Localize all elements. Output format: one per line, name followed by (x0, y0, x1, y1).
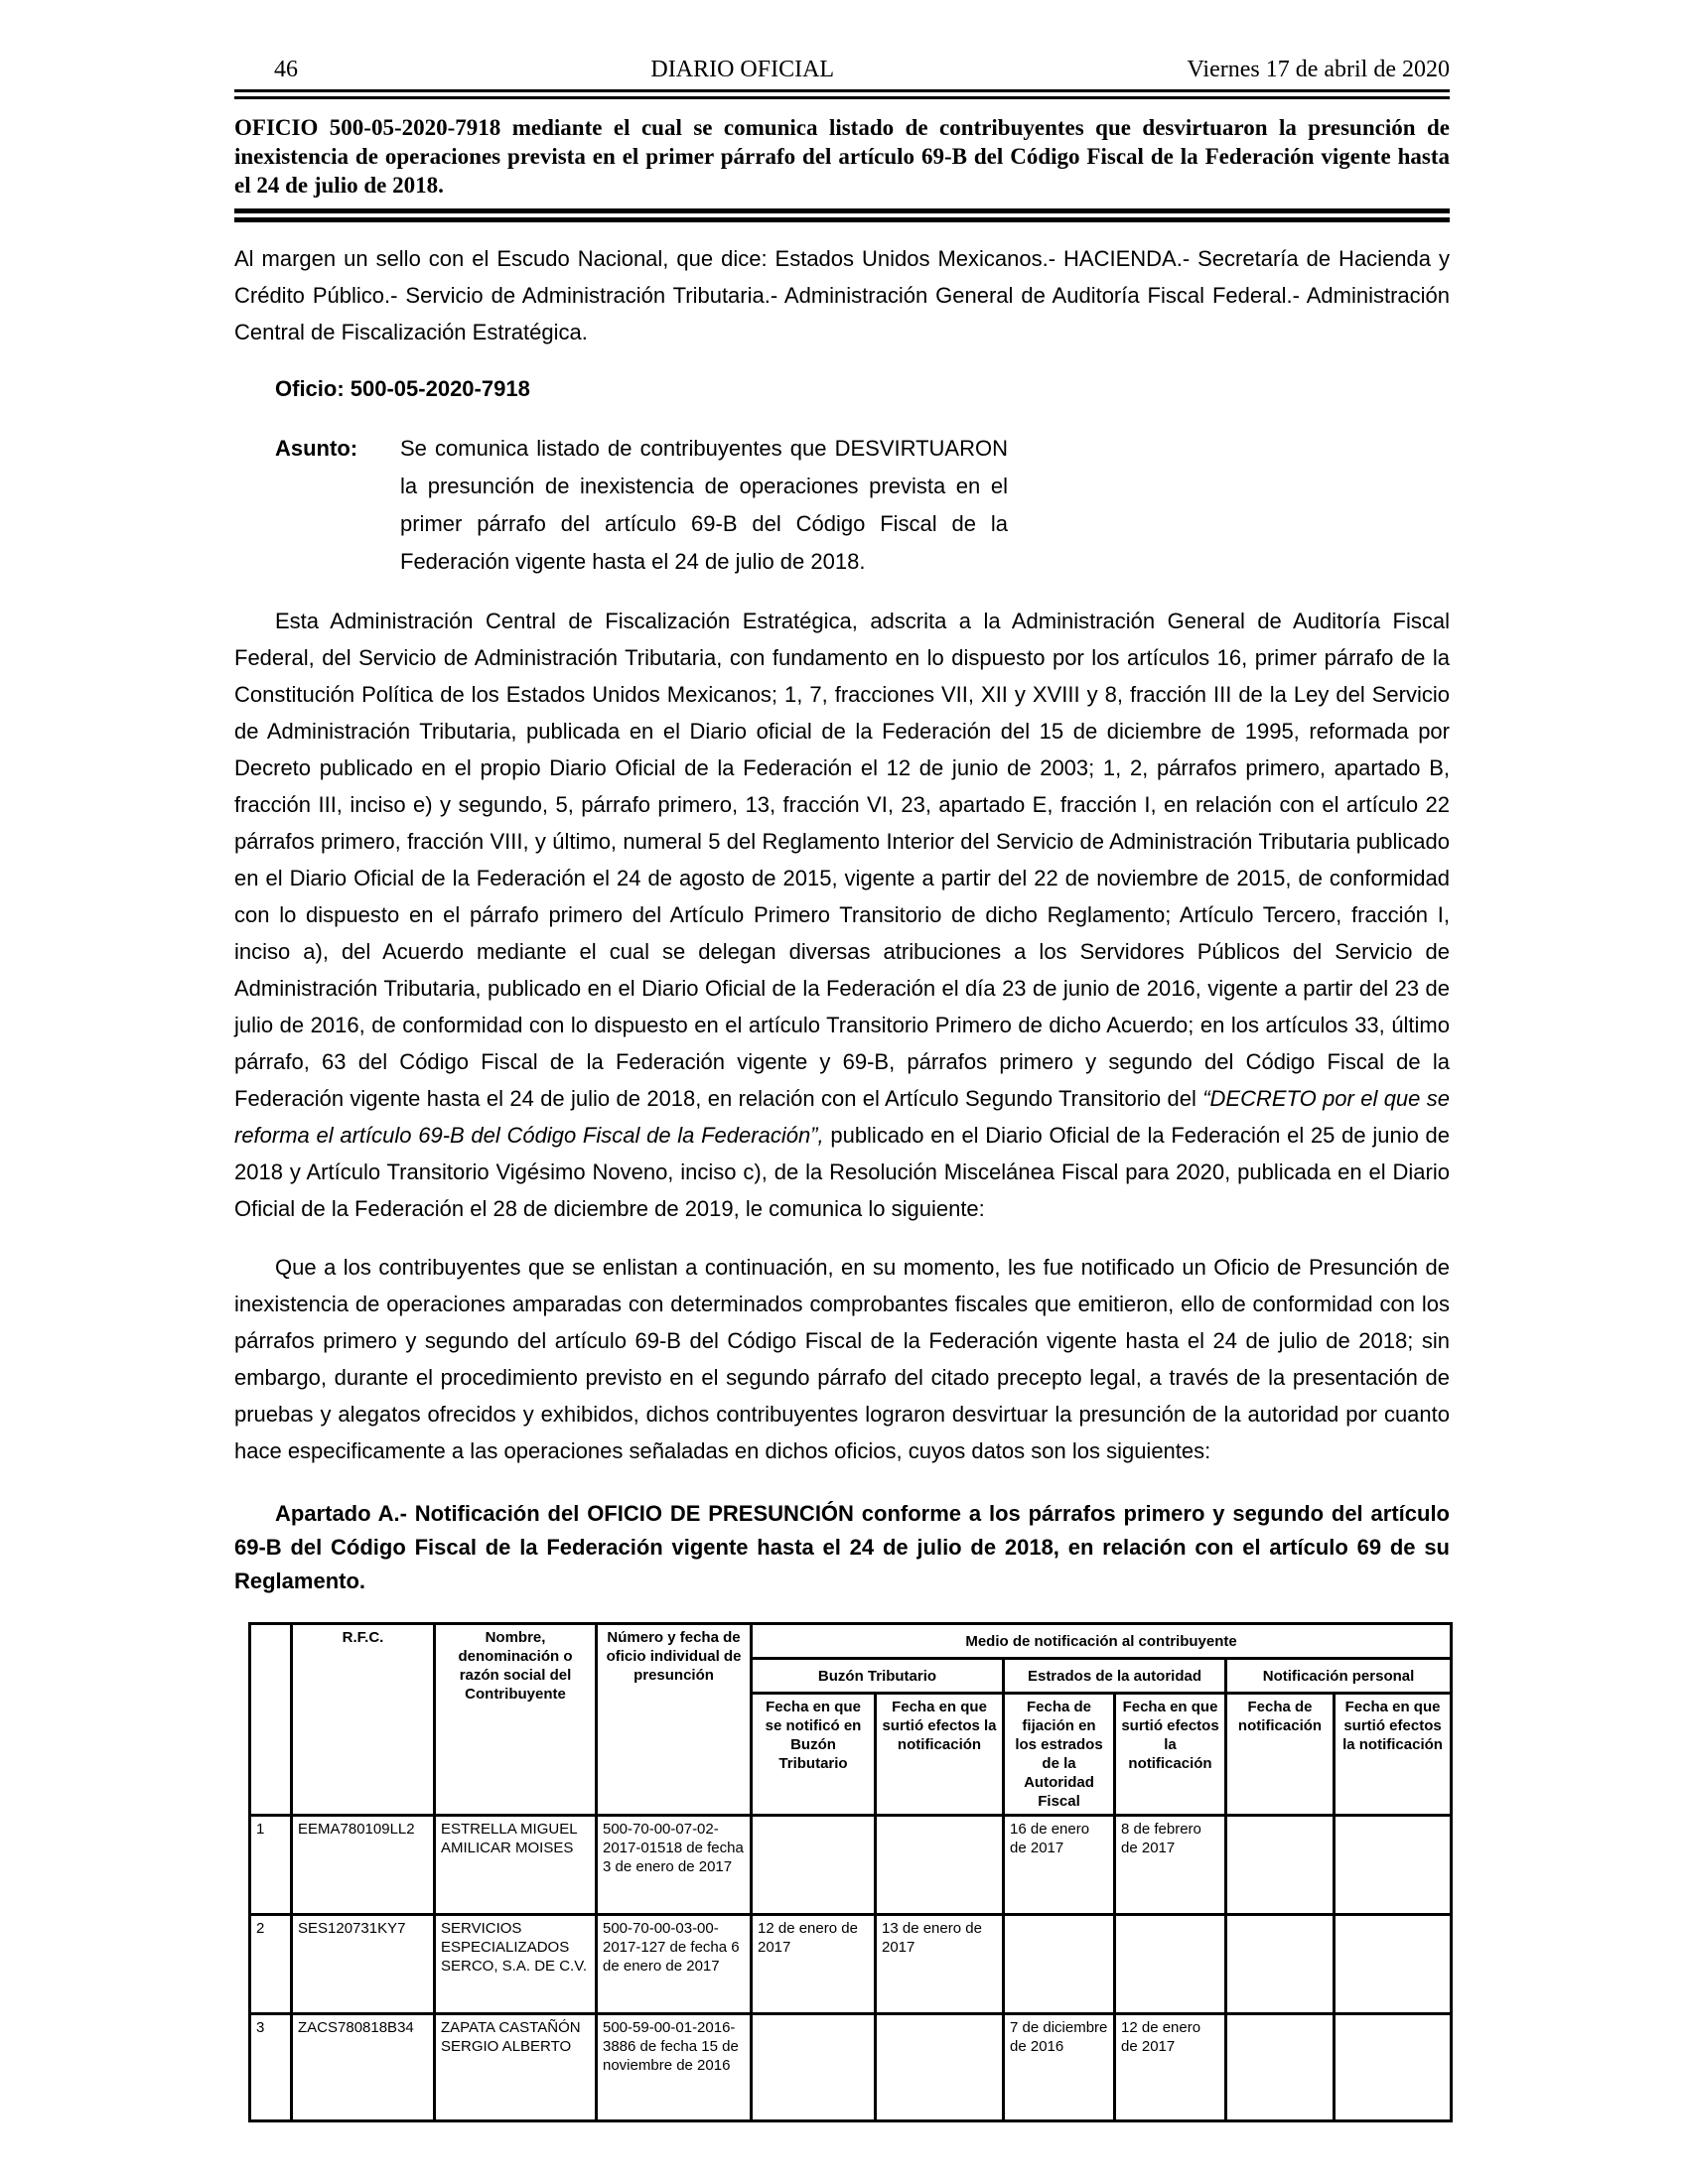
personal-notificacion-cell (1226, 1915, 1335, 2014)
rfc-cell: SES120731KY7 (292, 1915, 435, 2014)
notification-table (248, 1622, 1453, 2122)
paragraph-segment: publicado en el Diario Oficial de la Federación el 25 de junio de 2018 y Artículo Transitorio Vigésimo Noveno, inciso c), de la Resolución Miscelánea Fiscal para 2020, publicada en el Diario Oficial de la Federación el 28 de diciembre de 2019, le comunica lo siguiente: (234, 1123, 1450, 1221)
buzon-notifico-cell (752, 1816, 876, 1915)
margin-note: Al margen un sello con el Escudo Nacional, que dice: Estados Unidos Mexicanos.- HACIENDA.- Secretaría de Hacienda y Crédito Público.- Servicio de Administración Tributaria.- Administración General de Auditoría Fiscal Federal.- Administración Central de Fiscalización Estratégica. (234, 246, 1450, 344)
col-header-nombre: Nombre, denominación o razón social del Contribuyente (435, 1624, 597, 1816)
nombre-cell: ESTRELLA MIGUEL AMILICAR MOISES (435, 1816, 597, 1915)
rfc-cell: EEMA780109LL2 (292, 1816, 435, 1915)
col-header-personal-fecha-surtio: Fecha en que surtió efectos la notificación (1335, 1694, 1452, 1816)
nombre-cell: ZAPATA CASTAÑÓN SERGIO ALBERTO (435, 2014, 597, 2121)
col-header-personal-fecha-notificacion: Fecha de notificación (1226, 1694, 1335, 1816)
row-index-cell: 1 (250, 1816, 292, 1915)
page-date: Viernes 17 de abril de 2020 (1187, 57, 1450, 82)
estrados-fijacion-cell: 7 de diciembre de 2016 (1004, 2014, 1115, 2121)
col-group-medio-notificacion: Medio de notificación al contribuyente (752, 1624, 1452, 1659)
estrados-fijacion-cell (1004, 1915, 1115, 2014)
page-header (234, 56, 1450, 99)
estrados-fijacion-cell: 16 de enero de 2017 (1004, 1816, 1115, 1915)
rfc-cell: ZACS780818B34 (292, 2014, 435, 2121)
buzon-surtio-cell: 13 de enero de 2017 (876, 1915, 1004, 2014)
asunto-text: Se comunica listado de contribuyentes que DESVIRTUARON la presunción de inexistencia de operaciones prevista en el primer párrafo del artículo 69-B del Código Fiscal de la Federación vigente hasta el 24 de julio de 2018. (400, 436, 1008, 574)
col-header-rfc: R.F.C. (292, 1624, 435, 1816)
table-row (250, 2014, 1452, 2121)
notice-title: OFICIO 500-05-2020-7918 mediante el cual se comunica listado de contribuyentes que desvirtuaron la presunción de inexistencia de operaciones prevista en el primer párrafo del artículo 69-B del Código Fiscal de la Federación vigente hasta el 24 de julio de 2018. (234, 115, 1450, 198)
buzon-notifico-cell (752, 2014, 876, 2121)
page-number: 46 (274, 57, 298, 82)
col-header-buzon-fecha-surtio: Fecha en que surtió efectos la notificación (876, 1694, 1004, 1816)
numero-oficio-cell: 500-70-00-07-02-2017-01518 de fecha 3 de enero de 2017 (597, 1816, 752, 1915)
body-paragraph-announcement: Que a los contribuyentes que se enlistan a continuación, en su momento, les fue notificado un Oficio de Presunción de inexistencia de operaciones amparadas con determinados comprobantes fiscales que emitieron, ello de conformidad con los párrafos primero y segundo del artículo 69-B del Código Fiscal de la Federación vigente hasta el 24 de julio de 2018; sin embargo, durante el procedimiento previsto en el segundo párrafo del citado precepto legal, a través de la presentación de pruebas y alegatos ofrecidos y exhibidos, dichos contribuyentes lograron desvirtuar la presunción de la autoridad por cuanto hace especificamente a las operaciones señaladas en dichos oficios, cuyos datos son los siguientes: (234, 1255, 1450, 1463)
buzon-surtio-cell (876, 1816, 1004, 1915)
asunto-block (275, 430, 1450, 581)
col-group-estrados: Estrados de la autoridad (1004, 1659, 1226, 1694)
title-rule (234, 208, 1450, 222)
col-header-numero: Número y fecha de oficio individual de presunción (597, 1624, 752, 1816)
numero-oficio-cell: 500-70-00-03-00-2017-127 de fecha 6 de enero de 2017 (597, 1915, 752, 2014)
col-header-buzon-fecha-notifico: Fecha en que se notificó en Buzón Tributario (752, 1694, 876, 1816)
numero-oficio-cell: 500-59-00-01-2016-3886 de fecha 15 de noviembre de 2016 (597, 2014, 752, 2121)
personal-surtio-cell (1335, 1816, 1452, 1915)
col-header-estrados-fecha-fijacion: Fecha de fijación en los estrados de la Autoridad Fiscal (1004, 1694, 1115, 1816)
personal-notificacion-cell (1226, 1816, 1335, 1915)
personal-notificacion-cell (1226, 2014, 1335, 2121)
paragraph-segment: Esta Administración Central de Fiscalización Estratégica, adscrita a la Administración General de Auditoría Fiscal Federal, del Servicio de Administración Tributaria, con fundamento en lo dispuesto por los artículos 16, primer párrafo de la Constitución Política de los Estados Unidos Mexicanos; 1, 7, fracciones VII, XII y XVIII y 8, fracción III de la Ley del Servicio de Administración Tributaria, publicada en el Diario oficial de la Federación del 15 de diciembre de 1995, reformada por Decreto publicado en el propio Diario Oficial de la Federación el 12 de junio de 2003; 1, 2, párrafos primero, apartado B, fracción III, inciso e) y segundo, 5, párrafo primero, 13, fracción VI, 23, apartado E, fracción I, en relación con el artículo 22 párrafos primero, fracción VIII, y último, numeral 5 del Reglamento Interior del Servicio de Administración Tributaria publicado en el Diario Oficial de la Federación el 24 de agosto de 2015, vigente a partir del 22 de noviembre de 2015, de conformidad con lo dispuesto en el párrafo primero del Artículo Primero Transitorio de dicho Reglamento; Artículo Tercero, fracción I, inciso a), del Acuerdo mediante el cual se delegan diversas atribuciones a los Servidores Públicos del Servicio de Administración Tributaria, publicado en el Diario Oficial de la Federación el día 23 de junio de 2016, vigente a partir del 23 de julio de 2016, de conformidad con lo dispuesto en el artículo Transitorio Primero de dicho Acuerdo; en los artículos 33, último párrafo, 63 del Código Fiscal de la Federación vigente y 69-B, párrafos primero y segundo del Código Fiscal de la Federación vigente hasta el 24 de julio de 2018, en relación con el Artículo Segundo Transitorio del (234, 609, 1450, 1111)
oficio-line: Oficio: 500-05-2020-7918 (275, 376, 530, 401)
personal-surtio-cell (1335, 1915, 1452, 2014)
nombre-cell: SERVICIOS ESPECIALIZADOS SERCO, S.A. DE C.V. (435, 1915, 597, 2014)
row-index-cell: 2 (250, 1915, 292, 2014)
personal-surtio-cell (1335, 2014, 1452, 2121)
table-row (250, 1816, 1452, 1915)
col-group-buzon-tributario: Buzón Tributario (752, 1659, 1004, 1694)
col-header-index (250, 1624, 292, 1816)
col-header-estrados-fecha-surtio: Fecha en que surtió efectos la notificación (1115, 1694, 1226, 1816)
running-head (234, 56, 1450, 83)
buzon-notifico-cell: 12 de enero de 2017 (752, 1915, 876, 2014)
col-group-notificacion-personal: Notificación personal (1226, 1659, 1452, 1694)
journal-title: DIARIO OFICIAL (650, 57, 835, 82)
table-row (250, 1915, 1452, 2014)
estrados-surtio-cell: 12 de enero de 2017 (1115, 2014, 1226, 2121)
estrados-surtio-cell: 8 de febrero de 2017 (1115, 1816, 1226, 1915)
asunto-label: Asunto: (275, 436, 358, 461)
row-index-cell: 3 (250, 2014, 292, 2121)
header-rule (234, 89, 1450, 99)
body-paragraph-legal-basis (234, 603, 1450, 1227)
apartado-a-heading: Apartado A.- Notificación del OFICIO DE PRESUNCIÓN conforme a los párrafos primero y segundo del artículo 69-B del Código Fiscal de la Federación vigente hasta el 24 de julio de 2018, en relación con el artículo 69 de su Reglamento. (234, 1501, 1450, 1593)
buzon-surtio-cell (876, 2014, 1004, 2121)
estrados-surtio-cell (1115, 1915, 1226, 2014)
decreto-italic-citation: “DECRETO por el que se reforma el artículo 69-B del Código Fiscal de la Federación”, (234, 1086, 1450, 1148)
